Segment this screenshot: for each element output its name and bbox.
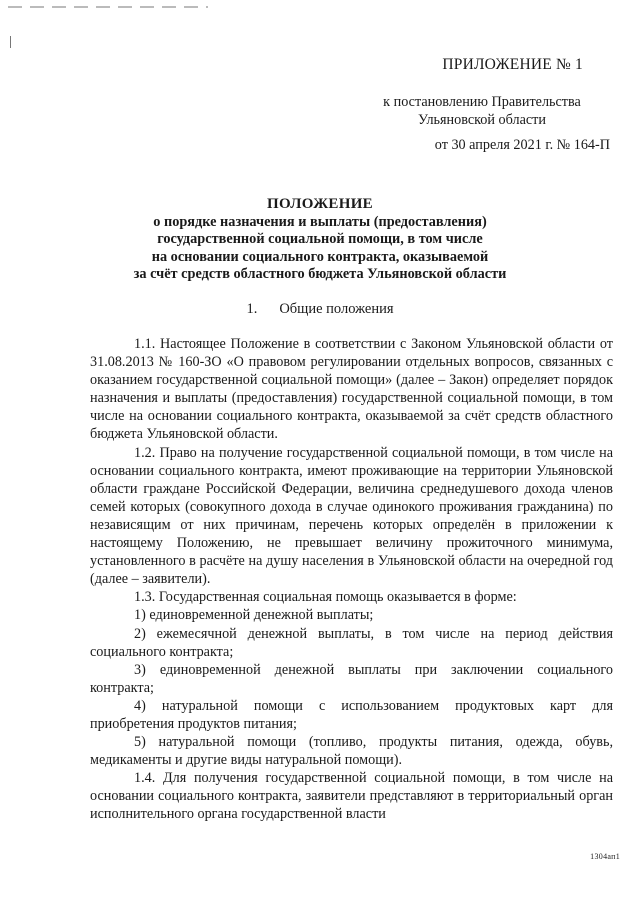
reference-line-2: Ульяновской области — [418, 112, 546, 128]
reference-date: от 30 апреля 2021 г. № 164-П — [434, 137, 610, 153]
section-title: Общие положения — [279, 301, 394, 317]
list-item: 1) единовременной денежной выплаты; — [134, 607, 374, 624]
resolution-reference — [352, 93, 612, 129]
paragraph: 1.1. Настоящее Положение в соответствии с Законом Ульяновской области от 31.08.2013 № 160-ЗО «О правовом регулировании отдельных вопросов, связанных с оказанием государственной социальной помощи» (далее – Закон) определяет порядок назначения и выплаты (предоставления) государственной социальной помощи, в том числе на основании социального контракта, оказываемой за счёт средств областного бюджета Ульяновской области. — [90, 336, 613, 443]
title-line: на основании социального контракта, оказываемой — [151, 248, 489, 265]
list-item: 3) единовременной денежной выплаты при заключении социального контракта; — [90, 661, 613, 696]
paragraph: 1.2. Право на получение государственной социальной помощи, в том числе на основании социального контракта, имеют проживающие на территории Ульяновской области граждане Российской Федерации, величина среднедушевого дохода членов семей которых (совокупного дохода в случае одинокого проживания гражданина) по независящим от них причинам, перечень которых определён в приложении к настоящему Положению, не превышает величину прожиточного минимума, установленного в расчёте на душу населения в Ульяновской области на очередной год (далее – заявители). — [90, 444, 613, 588]
document-body — [90, 335, 613, 824]
footer-code: 1304ап1 — [590, 852, 620, 861]
scan-artifact-line — [8, 6, 208, 8]
section-number: 1. — [246, 301, 258, 317]
list-item: 4) натуральной помощи с использованием продуктовых карт для приобретения продуктов питания; — [90, 697, 613, 732]
title-line: о порядке назначения и выплаты (предоставления) — [153, 213, 487, 230]
reference-line-1: к постановлению Правительства — [383, 94, 581, 110]
section-heading — [0, 301, 640, 318]
paragraph: 1.3. Государственная социальная помощь оказывается в форме: — [134, 589, 517, 606]
title-main: ПОЛОЖЕНИЕ — [267, 196, 373, 212]
list-item: 2) ежемесячной денежной выплаты, в том числе на период действия социального контракта; — [90, 625, 613, 660]
title-line: за счёт средств областного бюджета Ульяновской области — [133, 266, 507, 282]
list-item: 5) натуральной помощи (топливо, продукты питания, одежда, обувь, медикаменты и другие виды натуральной помощи). — [90, 734, 613, 769]
document-title — [40, 196, 600, 284]
scan-artifact-mark — [10, 36, 11, 48]
paragraph: 1.4. Для получения государственной социальной помощи, в том числе на основании социального контракта, заявители представляют в территориальный орган исполнительного органа государственной власти — [90, 770, 613, 823]
annex-heading: ПРИЛОЖЕНИЕ № 1 — [442, 56, 583, 73]
title-line: государственной социальной помощи, в том числе — [157, 231, 483, 247]
